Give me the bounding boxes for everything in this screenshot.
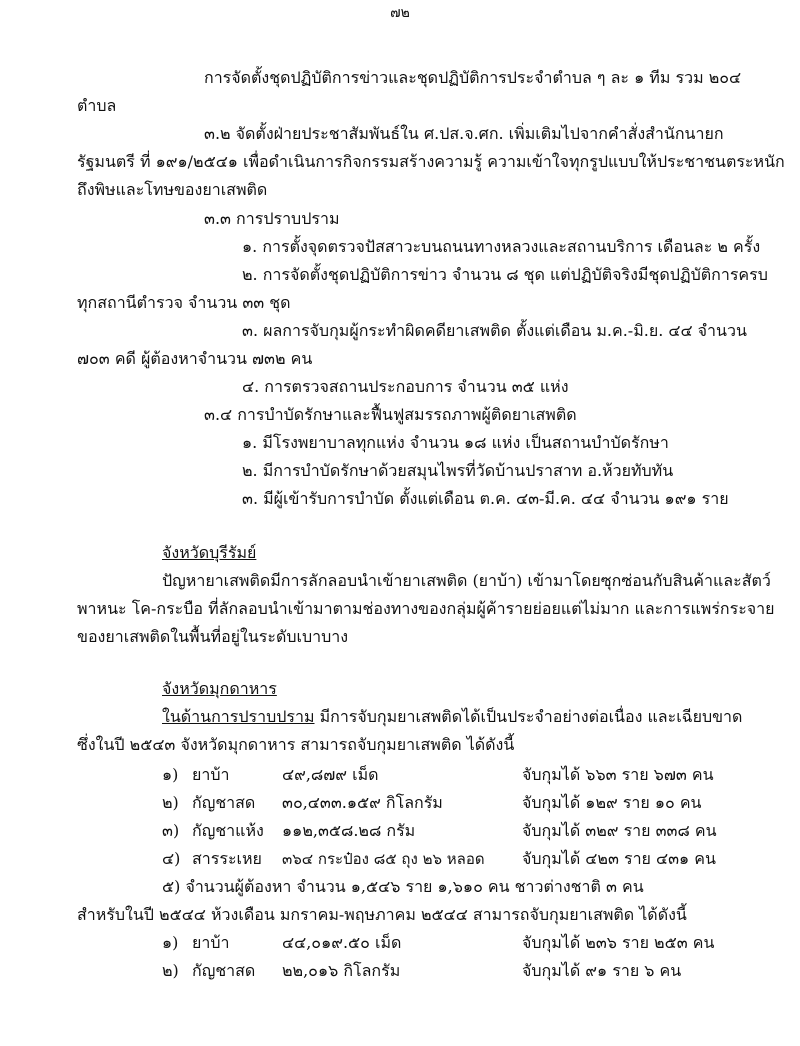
row-amount: ๔๙,๘๗๙ เม็ด bbox=[282, 765, 379, 784]
suspects-total-line: ๕) จำนวนผู้ต้องหา จำนวน ๑,๕๔๖ ราย ๑,๖๑๐ คน ชาวต่างชาติ ๓ คน bbox=[162, 877, 644, 896]
list-item: ๑. การตั้งจุดตรวจปัสสาวะบนถนนทางหลวงและสถานบริการ เดือนละ ๒ ครั้ง bbox=[242, 237, 761, 256]
row-result: จับกุมได้ ๓๒๙ ราย ๓๓๘ คน bbox=[522, 821, 717, 840]
row-number: ๒) bbox=[162, 961, 179, 980]
list-item: ๒. การจัดตั้งชุดปฏิบัติการข่าว จำนวน ๘ ชุด แต่ปฏิบัติจริงมีชุดปฏิบัติการครบ bbox=[242, 265, 768, 284]
buriram-heading: จังหวัดบุรีรัมย์ bbox=[162, 543, 257, 562]
list-item: ๓. มีผู้เข้ารับการบำบัด ตั้งแต่เดือน ต.ค. ๔๓-มี.ค. ๔๔ จำนวน ๑๙๑ ราย bbox=[242, 489, 729, 508]
row-amount: ๓๐,๔๓๓.๑๕๙ กิโลกรัม bbox=[282, 793, 443, 812]
suppression-subheading: ในด้านการปราบปราม bbox=[162, 707, 315, 726]
row-number: ๑) bbox=[162, 933, 179, 952]
list-item-continued: ๗๐๓ คดี ผู้ต้องหาจำนวน ๗๓๒ คน bbox=[77, 349, 313, 368]
buriram-paragraph-line: ของยาเสพติดในพื้นที่อยู่ในระดับเบาบาง bbox=[77, 627, 349, 646]
row-number: ๑) bbox=[162, 765, 179, 784]
mukdahan-paragraph-line bbox=[162, 706, 742, 728]
section-3-2-line: ถึงพิษและโทษของยาเสพติด bbox=[77, 180, 268, 199]
row-item: ยาบ้า bbox=[192, 933, 230, 952]
page-number: ๗๒ bbox=[390, 5, 410, 21]
buriram-paragraph-line: ปัญหายาเสพติดมีการลักลอบนำเข้ายาเสพติด (ยาบ้า) เข้ามาโดยซุกซ่อนกับสินค้าและสัตว์ bbox=[162, 571, 771, 590]
section-3-3-heading: ๓.๓ การปราบปราม bbox=[204, 209, 340, 228]
row-result: จับกุมได้ ๒๓๖ ราย ๒๕๓ คน bbox=[522, 933, 715, 952]
row-item: ยาบ้า bbox=[192, 765, 230, 784]
list-item: ๓. ผลการจับกุมผู้กระทำผิดคดียาเสพติด ตั้งแต่เดือน ม.ค.-มิ.ย. ๔๔ จำนวน bbox=[242, 321, 747, 340]
list-item: ๑. มีโรงพยาบาลทุกแห่ง จำนวน ๑๘ แห่ง เป็นสถานบำบัดรักษา bbox=[242, 433, 669, 452]
suppression-text: มีการจับกุมยาเสพติดได้เป็นประจำอย่างต่อเนื่อง และเฉียบขาด bbox=[314, 707, 743, 726]
paragraph-line: ตำบล bbox=[77, 96, 117, 115]
row-number: ๓) bbox=[162, 821, 180, 840]
list-item: ๔. การตรวจสถานประกอบการ จำนวน ๓๕ แห่ง bbox=[242, 377, 569, 396]
row-item: สารระเหย bbox=[192, 849, 262, 868]
year-2544-intro-line: สำหรับในปี ๒๕๔๔ ห้วงเดือน มกราคม-พฤษภาคม ๒๕๔๔ สามารถจับกุมยาเสพติด ได้ดังนี้ bbox=[77, 905, 687, 924]
row-item: กัญชาแห้ง bbox=[192, 821, 264, 840]
row-amount: ๒๒,๐๑๖ กิโลกรัม bbox=[282, 961, 401, 980]
row-amount: ๑๑๒,๓๕๘.๒๘ กรัม bbox=[282, 821, 416, 840]
section-3-4-heading: ๓.๔ การบำบัดรักษาและฟื้นฟูสมรรถภาพผู้ติดยาเสพติด bbox=[204, 405, 577, 424]
row-result: จับกุมได้ ๑๒๙ ราย ๑๐ คน bbox=[522, 793, 702, 812]
section-3-2-line: รัฐมนตรี ที่ ๑๙๑/๒๕๔๑ เพื่อดำเนินการกิจกรรมสร้างความรู้ ความเข้าใจทุกรูปแบบให้ประชาชนตระหนัก bbox=[77, 152, 785, 171]
paragraph-line: การจัดตั้งชุดปฏิบัติการข่าวและชุดปฏิบัติการประจำตำบล ๆ ละ ๑ ทีม รวม ๒๐๔ bbox=[204, 68, 742, 87]
row-item: กัญชาสด bbox=[192, 793, 256, 812]
row-result: จับกุมได้ ๔๒๓ ราย ๔๓๑ คน bbox=[522, 849, 716, 868]
section-3-2-line: ๓.๒ จัดตั้งฝ่ายประชาสัมพันธ์ใน ศ.ปส.จ.ศก. เพิ่มเติมไปจากคำสั่งสำนักนายก bbox=[204, 124, 724, 143]
row-result: จับกุมได้ ๙๑ ราย ๖ คน bbox=[522, 961, 682, 980]
buriram-paragraph-line: พาหนะ โค-กระบือ ที่ลักลอบนำเข้ามาตามช่องทางของกลุ่มผู้ค้ารายย่อยแต่ไม่มาก และการแพร่กระจาย bbox=[77, 599, 775, 618]
row-number: ๒) bbox=[162, 793, 179, 812]
list-item: ๒. มีการบำบัดรักษาด้วยสมุนไพรที่วัดบ้านปราสาท อ.ห้วยทับทัน bbox=[242, 461, 674, 480]
row-result: จับกุมได้ ๖๖๓ ราย ๖๗๓ คน bbox=[522, 765, 714, 784]
mukdahan-heading: จังหวัดมุกดาหาร bbox=[162, 679, 277, 698]
row-amount: ๓๖๔ กระป๋อง ๘๕ ถุง ๒๖ หลอด bbox=[282, 850, 485, 868]
row-number: ๔) bbox=[162, 849, 181, 868]
list-item-continued: ทุกสถานีตำรวจ จำนวน ๓๓ ชุด bbox=[77, 293, 291, 312]
row-amount: ๔๔,๐๑๙.๕๐ เม็ด bbox=[282, 933, 402, 952]
mukdahan-paragraph-line: ซึ่งในปี ๒๕๔๓ จังหวัดมุกดาหาร สามารถจับกุมยาเสพติด ได้ดังนี้ bbox=[77, 735, 515, 754]
row-item: กัญชาสด bbox=[192, 961, 256, 980]
